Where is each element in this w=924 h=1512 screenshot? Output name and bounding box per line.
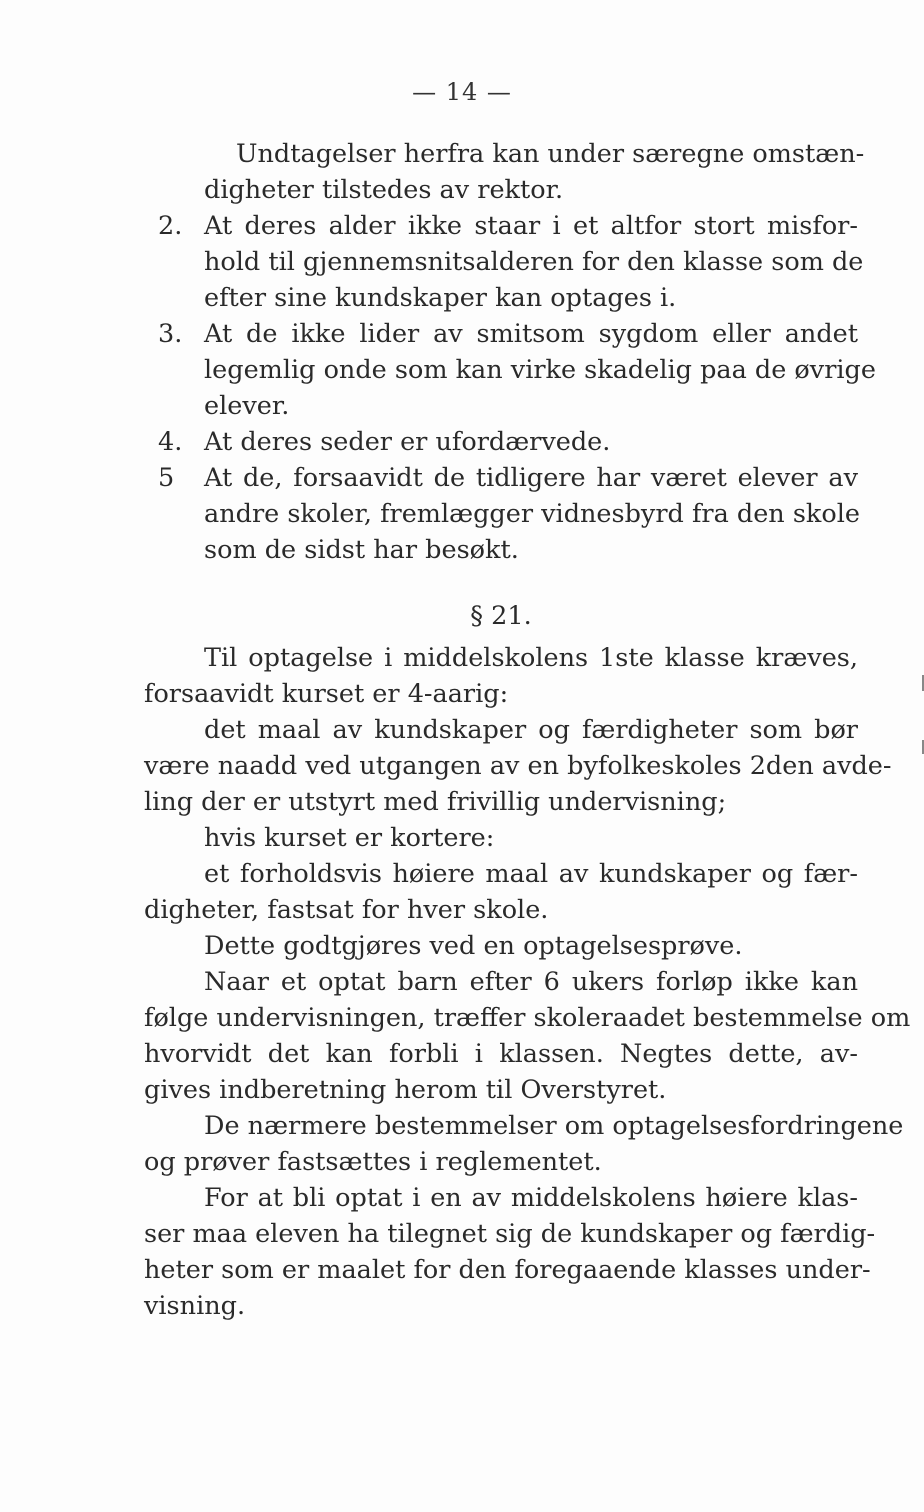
item-line: legemlig onde som kan virke skadelig paa de øvrige: [204, 355, 876, 385]
section-line: være naadd ved utgangen av en byfolkeskoles 2den avde-: [144, 751, 892, 781]
section-line: Til optagelse i middelskolens 1ste klasse kræves,: [204, 643, 858, 673]
section-line: gives indberetning herom til Overstyret.: [144, 1075, 667, 1105]
section-line: heter som er maalet for den foregaaende klasses under-: [144, 1255, 871, 1285]
item-line: At de ikke lider av smitsom sygdom eller andet: [204, 319, 858, 349]
section-line: hvorvidt det kan forbli i klassen. Negtes dette, av-: [144, 1039, 858, 1069]
section-line: ser maa eleven ha tilegnet sig de kundskaper og færdig-: [144, 1219, 876, 1249]
section-line: og prøver fastsættes i reglementet.: [144, 1147, 602, 1177]
page-number: — 14 —: [412, 78, 512, 106]
section-line: digheter, fastsat for hver skole.: [144, 895, 549, 925]
item-line: At deres seder er ufordærvede.: [204, 427, 611, 457]
item-number: 2.: [158, 211, 183, 241]
section-heading: § 21.: [470, 601, 532, 631]
section-line: Naar et optat barn efter 6 ukers forløp ikke kan: [204, 967, 858, 997]
section-line: visning.: [144, 1291, 246, 1321]
item-number: 5: [158, 463, 175, 493]
section-line: forsaavidt kurset er 4-aarig:: [144, 679, 509, 709]
item-number: 4.: [158, 427, 183, 457]
section-line: et forholdsvis høiere maal av kundskaper og fær-: [204, 859, 858, 889]
item-line: som de sidst har besøkt.: [204, 535, 519, 565]
section-line: De nærmere bestemmelser om optagelsesfordringene: [204, 1111, 904, 1141]
item-line: andre skoler, fremlægger vidnesbyrd fra den skole: [204, 499, 860, 529]
item-number: 3.: [158, 319, 183, 349]
section-line: det maal av kundskaper og færdigheter som bør: [204, 715, 858, 745]
item-line: At de, forsaavidt de tidligere har været elever av: [204, 463, 858, 493]
section-line: For at bli optat i en av middelskolens høiere klas-: [204, 1183, 858, 1213]
section-line: hvis kurset er kortere:: [204, 823, 495, 853]
item-line: efter sine kundskaper kan optages i.: [204, 283, 677, 313]
item-line: At deres alder ikke staar i et altfor stort misfor-: [204, 211, 858, 241]
intro-line: Undtagelser herfra kan under særegne omstæn-: [236, 139, 865, 169]
section-line: Dette godtgjøres ved en optagelsesprøve.: [204, 931, 743, 961]
item-line: hold til gjennemsnitsalderen for den klasse som de: [204, 247, 864, 277]
intro-line: digheter tilstedes av rektor.: [204, 175, 564, 205]
section-line: følge undervisningen, træffer skoleraadet bestemmelse om: [144, 1003, 911, 1033]
item-line: elever.: [204, 391, 290, 421]
section-line: ling der er utstyrt med frivillig undervisning;: [144, 787, 727, 817]
